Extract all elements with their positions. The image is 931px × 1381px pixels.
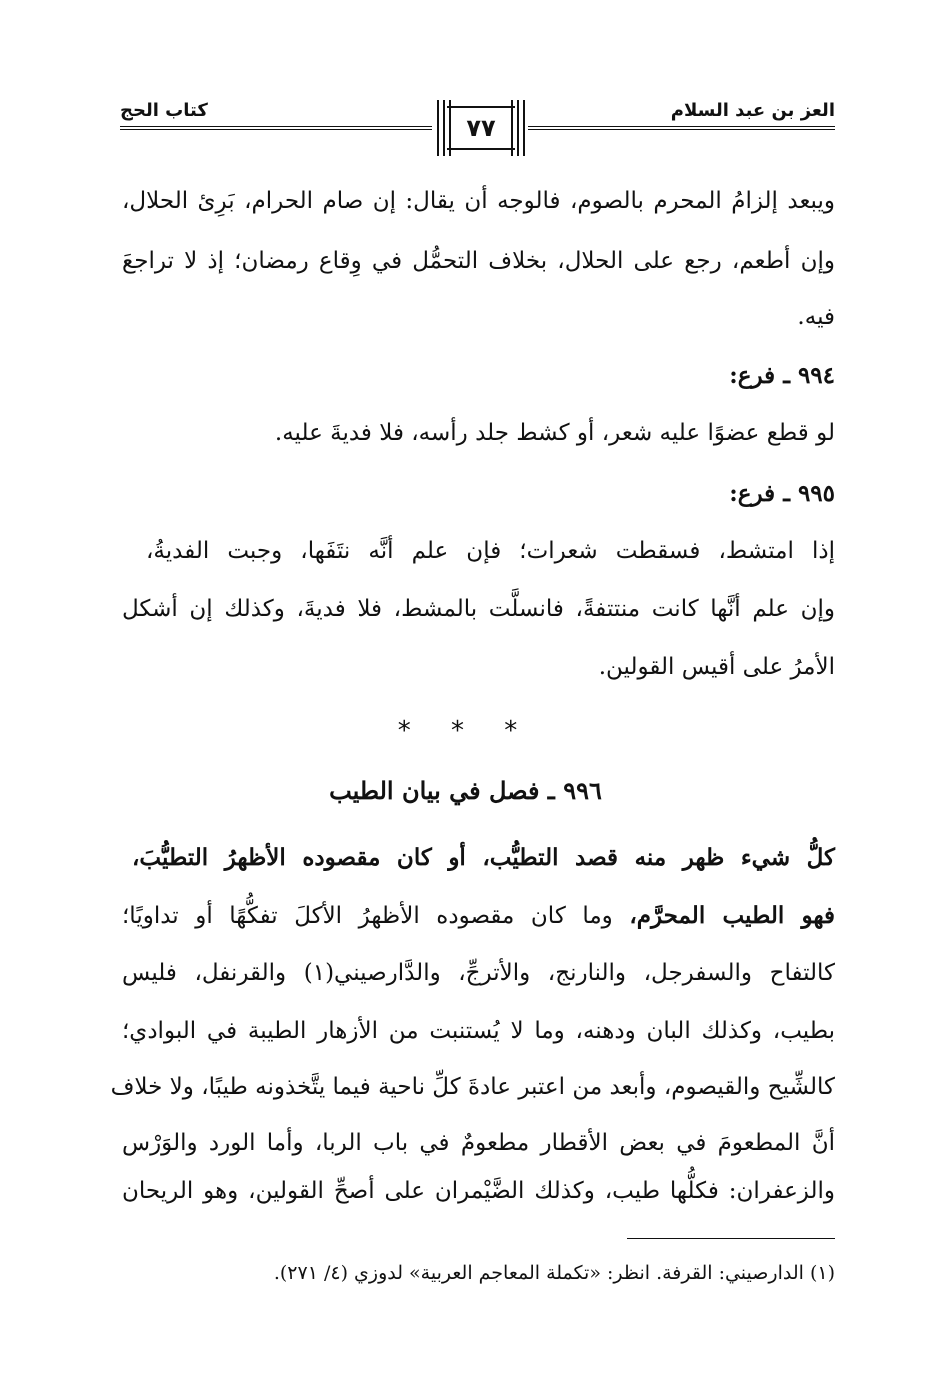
text-line: بطيب، وكذلك البان ودهنه، وما لا يُستنبت من الأزهار الطيبة في البوادي؛ [122, 1018, 835, 1044]
text-line: ويبعد إلزامُ المحرم بالصوم، فالوجه أن يقال: إن صام الحرام، بَرِئ الحلال، [122, 188, 835, 214]
emphasis-text: فهو الطيب المحرَّم، [629, 902, 835, 929]
text-line: كالتفاح والسفرجل، والنارنج، والأترجِّ، والدَّارصيني(١) والقرنفل، فليس [122, 960, 835, 986]
text-line: لو قطع عضوًا عليه شعر، أو كشط جلد رأسه، فلا فديةَ عليه. [274, 420, 835, 446]
running-header-book: كتاب الحج [120, 100, 208, 121]
branch-heading-995: ٩٩٥ ـ فرع: [729, 480, 835, 507]
text-line: أنَّ المطعومَ في بعض الأقطار مطعومٌ في باب الربا، وأما الورد والوَرْس [122, 1130, 835, 1156]
text-line: كلُّ شيء ظهر منه قصد التطيُّب، أو كان مقصوده الأظهرُ التطيُّبَ، [132, 844, 835, 871]
text-line: إذا امتشط، فسقطت شعرات؛ فإن علم أنَّه نتَفَها، وجبت الفديةُ، [146, 538, 835, 564]
text-line: فيه. [797, 304, 835, 330]
section-title: ٩٩٦ ـ فصل في بيان الطيب [329, 776, 602, 805]
header-rule-left [120, 126, 432, 130]
running-header-author: العز بن عبد السلام [670, 100, 835, 121]
text-line: فهو الطيب المحرَّم، وما كان مقصوده الأظهرُ الأكلَ تفكُّهًا أو تداويًا؛ [122, 902, 835, 929]
text-line: الأمرُ على أقيس القولين. [598, 654, 835, 680]
footnote-rule [627, 1238, 835, 1239]
text-line: والزعفران: فكلُّها طيب، وكذلك الضَّيْمران على أصحِّ القولين، وهو الريحان [122, 1178, 835, 1204]
header-rule-right [528, 126, 835, 130]
text-line: وإن علم أنَّها كانت منتتفةً، فانسلَّت بالمشط، فلا فديةَ، وكذلك إن أشكل [122, 596, 835, 622]
text-line: كالشِّيح والقيصوم، وأبعد من اعتبر عادةَ كلِّ ناحية فيما يتَّخذونه طيبًا، ولا خلاف [110, 1074, 835, 1100]
page-number-frame [437, 100, 525, 156]
footnote: (١) الدارصيني: القرفة. انظر: «تكملة المعاجم العربية» لدوزي (٤/ ٢٧١). [273, 1262, 835, 1284]
text-line: وإن أطعم، رجع على الحلال، بخلاف التحمُّل في وِقاع رمضان؛ إذ لا تراجعَ [122, 248, 835, 274]
section-separator: * * * [397, 716, 534, 746]
page-number: ٧٧ [466, 114, 496, 142]
branch-heading-994: ٩٩٤ ـ فرع: [729, 362, 835, 389]
